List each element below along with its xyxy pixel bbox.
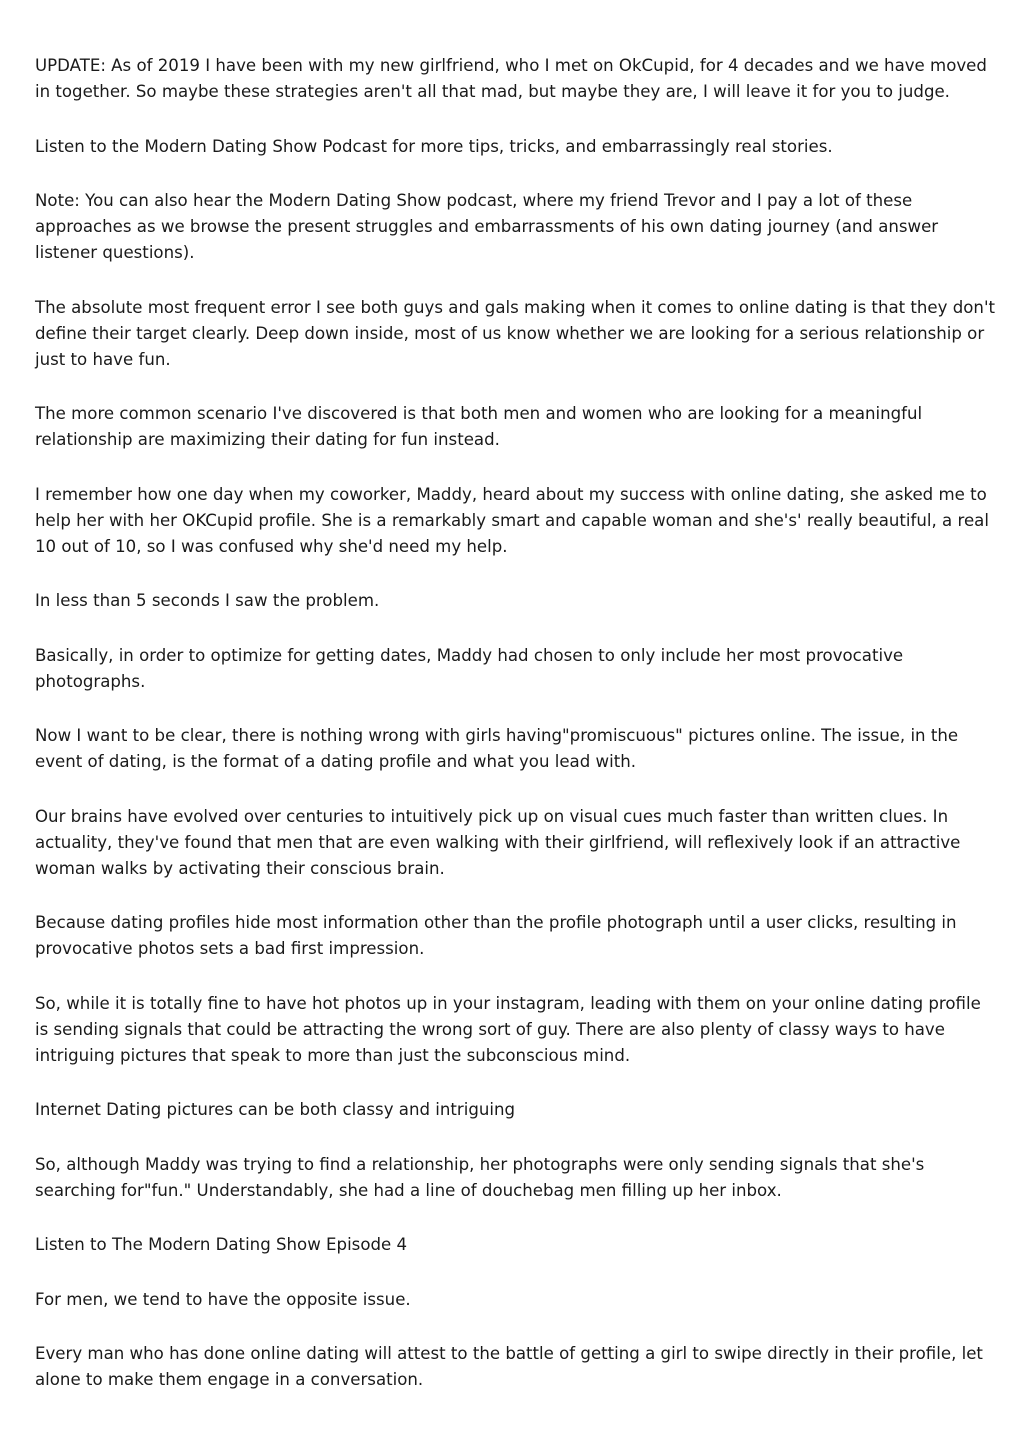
paragraph-be-clear: Now I want to be clear, there is nothing wrong with girls having"promiscuous" pictures online. The issue, in the event of dating, is the format of a dating profile and what you lead with. xyxy=(35,726,959,771)
paragraph-maddy-relationship: So, although Maddy was trying to find a relationship, her photographs were only sending signals that she's searching for"fun." Understandably, she had a line of douchebag men filling up her inbox. xyxy=(35,1154,925,1200)
paragraph-episode-4: Listen to The Modern Dating Show Episode 4 xyxy=(35,1235,408,1254)
paragraph-profiles-hide: Because dating profiles hide most information other than the profile photograph until a user clicks, resulting in provocative photos sets a bad first impression. xyxy=(35,913,957,958)
document-body xyxy=(35,53,995,1422)
paragraph-podcast-listen: Listen to the Modern Dating Show Podcast for more tips, tricks, and embarrassingly real stories. xyxy=(35,136,833,156)
paragraph-note: Note: You can also hear the Modern Dating Show podcast, where my friend Trevor and I pay a lot of these approaches as we browse the present struggles and embarrassments of his own dating journey (and answer listener questions). xyxy=(35,191,939,262)
paragraph-frequent-error: The absolute most frequent error I see both guys and gals making when it comes to online dating is that they don't define their target clearly. Deep down inside, most of us know whether we are looking for a serious relationship or just to have fun. xyxy=(35,297,996,369)
paragraph-men-opposite: For men, we tend to have the opposite issue. xyxy=(35,1289,411,1309)
paragraph-common-scenario: The more common scenario I've discovered is that both men and women who are looking for a meaningful relationship are maximizing their dating for fun instead. xyxy=(35,404,923,449)
paragraph-update: UPDATE: As of 2019 I have been with my new girlfriend, who I met on OkCupid, for 4 decades and we have moved in together. So maybe these strategies aren't all that mad, but maybe they are, I will leave it for you to judge. xyxy=(35,56,987,101)
paragraph-every-man: Every man who has done online dating will attest to the battle of getting a girl to swipe directly in their profile, let alone to make them engage in a conversation. xyxy=(35,1344,983,1389)
paragraph-hot-photos: So, while it is totally fine to have hot photos up in your instagram, leading with them on your online dating profile is sending signals that could be attracting the wrong sort of guy. There are also plenty of classy ways to have intriguing pictures that speak to more than just the subconscious mind. xyxy=(35,993,981,1065)
paragraph-classy-intriguing: Internet Dating pictures can be both classy and intriguing xyxy=(35,1100,516,1119)
paragraph-saw-problem: In less than 5 seconds I saw the problem. xyxy=(35,591,380,610)
paragraph-provocative-photos: Basically, in order to optimize for getting dates, Maddy had chosen to only include her most provocative photographs. xyxy=(35,645,904,691)
paragraph-brains-evolved: Our brains have evolved over centuries to intuitively pick up on visual cues much faster than written clues. In actuality, they've found that men that are even walking with their girlfriend, will reflexively look if an attractive woman walks by activating their conscious brain. xyxy=(35,806,961,878)
paragraph-maddy-story: I remember how one day when my coworker, Maddy, heard about my success with online dating, she asked me to help her with her OKCupid profile. She is a remarkably smart and capable woman and she's' really beautiful, a real 10 out of 10, so I was confused why she'd need my help. xyxy=(35,484,989,556)
